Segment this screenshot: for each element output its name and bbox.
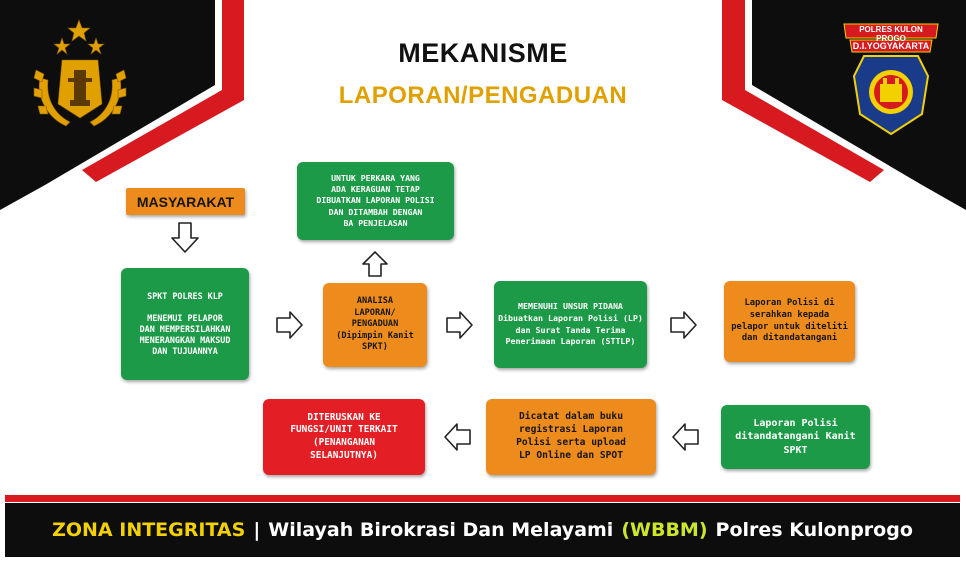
spkt-box xyxy=(121,268,249,380)
arrow-left-icon xyxy=(445,424,470,450)
logo-top-text: POLRES KULON PROGO xyxy=(859,25,923,43)
footer-wilayah: Wilayah Birokrasi Dan Melayami xyxy=(268,519,614,541)
arrow-right-icon xyxy=(277,312,302,338)
dicatat-box xyxy=(486,399,656,475)
diserahkan-text: Laporan Polisi di serahkan kepada pelapor untuk diteliti dan ditandatangani xyxy=(731,297,848,344)
arrow-down-icon xyxy=(172,223,198,252)
logo-bottom-text: D.I.YOGYAKARTA xyxy=(852,41,930,51)
footer-polres: Polres Kulonprogo xyxy=(715,519,913,541)
spkt-text: SPKT POLRES KLP MENEMUI PELAPOR DAN MEMPERSILAHKAN MENERANGKAN MAKSUD DAN TUJUANNYA xyxy=(139,291,231,356)
footer-separator: | xyxy=(253,519,261,541)
arrow-right-icon xyxy=(671,312,696,338)
footer-zona: ZONA INTEGRITAS xyxy=(52,519,246,541)
footer-wbbm: (WBBM) xyxy=(621,519,708,541)
diteruskan-text: DITERUSKAN KE FUNGSI/UNIT TERKAIT (PENANGANAN SELANJUTNYA) xyxy=(290,411,398,461)
perkara-box xyxy=(297,162,454,240)
memenuhi-box xyxy=(494,281,647,368)
analisa-text: ANALISA LAPORAN/ PENGADUAN (Dipimpin Kanit SPKT) xyxy=(336,296,414,353)
analisa-box xyxy=(323,283,427,367)
arrow-left-icon xyxy=(673,424,698,450)
ditandatangani-box xyxy=(721,405,870,469)
masyarakat-box xyxy=(126,188,245,215)
masyarakat-label: MASYARAKAT xyxy=(136,193,235,210)
footer xyxy=(5,503,960,557)
page-title: MEKANISME xyxy=(398,38,568,68)
ditandatangani-text: Laporan Polisi ditandatangani Kanit SPKT xyxy=(735,417,856,456)
dicatat-text: Dicatat dalam buku registrasi Laporan Polisi serta upload LP Online dan SPOT xyxy=(516,411,626,461)
memenuhi-text: MEMENUHI UNSUR PIDANA Dibuatkan Laporan Polisi (LP) dan Surat Tanda Terima Penerimaan Laporan (STTLP) xyxy=(498,301,643,347)
arrow-up-icon xyxy=(363,252,387,276)
perkara-text: UNTUK PERKARA YANG ADA KERAGUAN TETAP DIBUATKAN LAPORAN POLISI DAN DITAMBAH DENGAN BA PENJELASAN xyxy=(316,173,435,228)
diserahkan-box xyxy=(724,281,855,362)
page-subtitle: LAPORAN/PENGADUAN xyxy=(338,82,628,109)
arrow-right-icon xyxy=(447,312,472,338)
diteruskan-box xyxy=(263,399,425,475)
